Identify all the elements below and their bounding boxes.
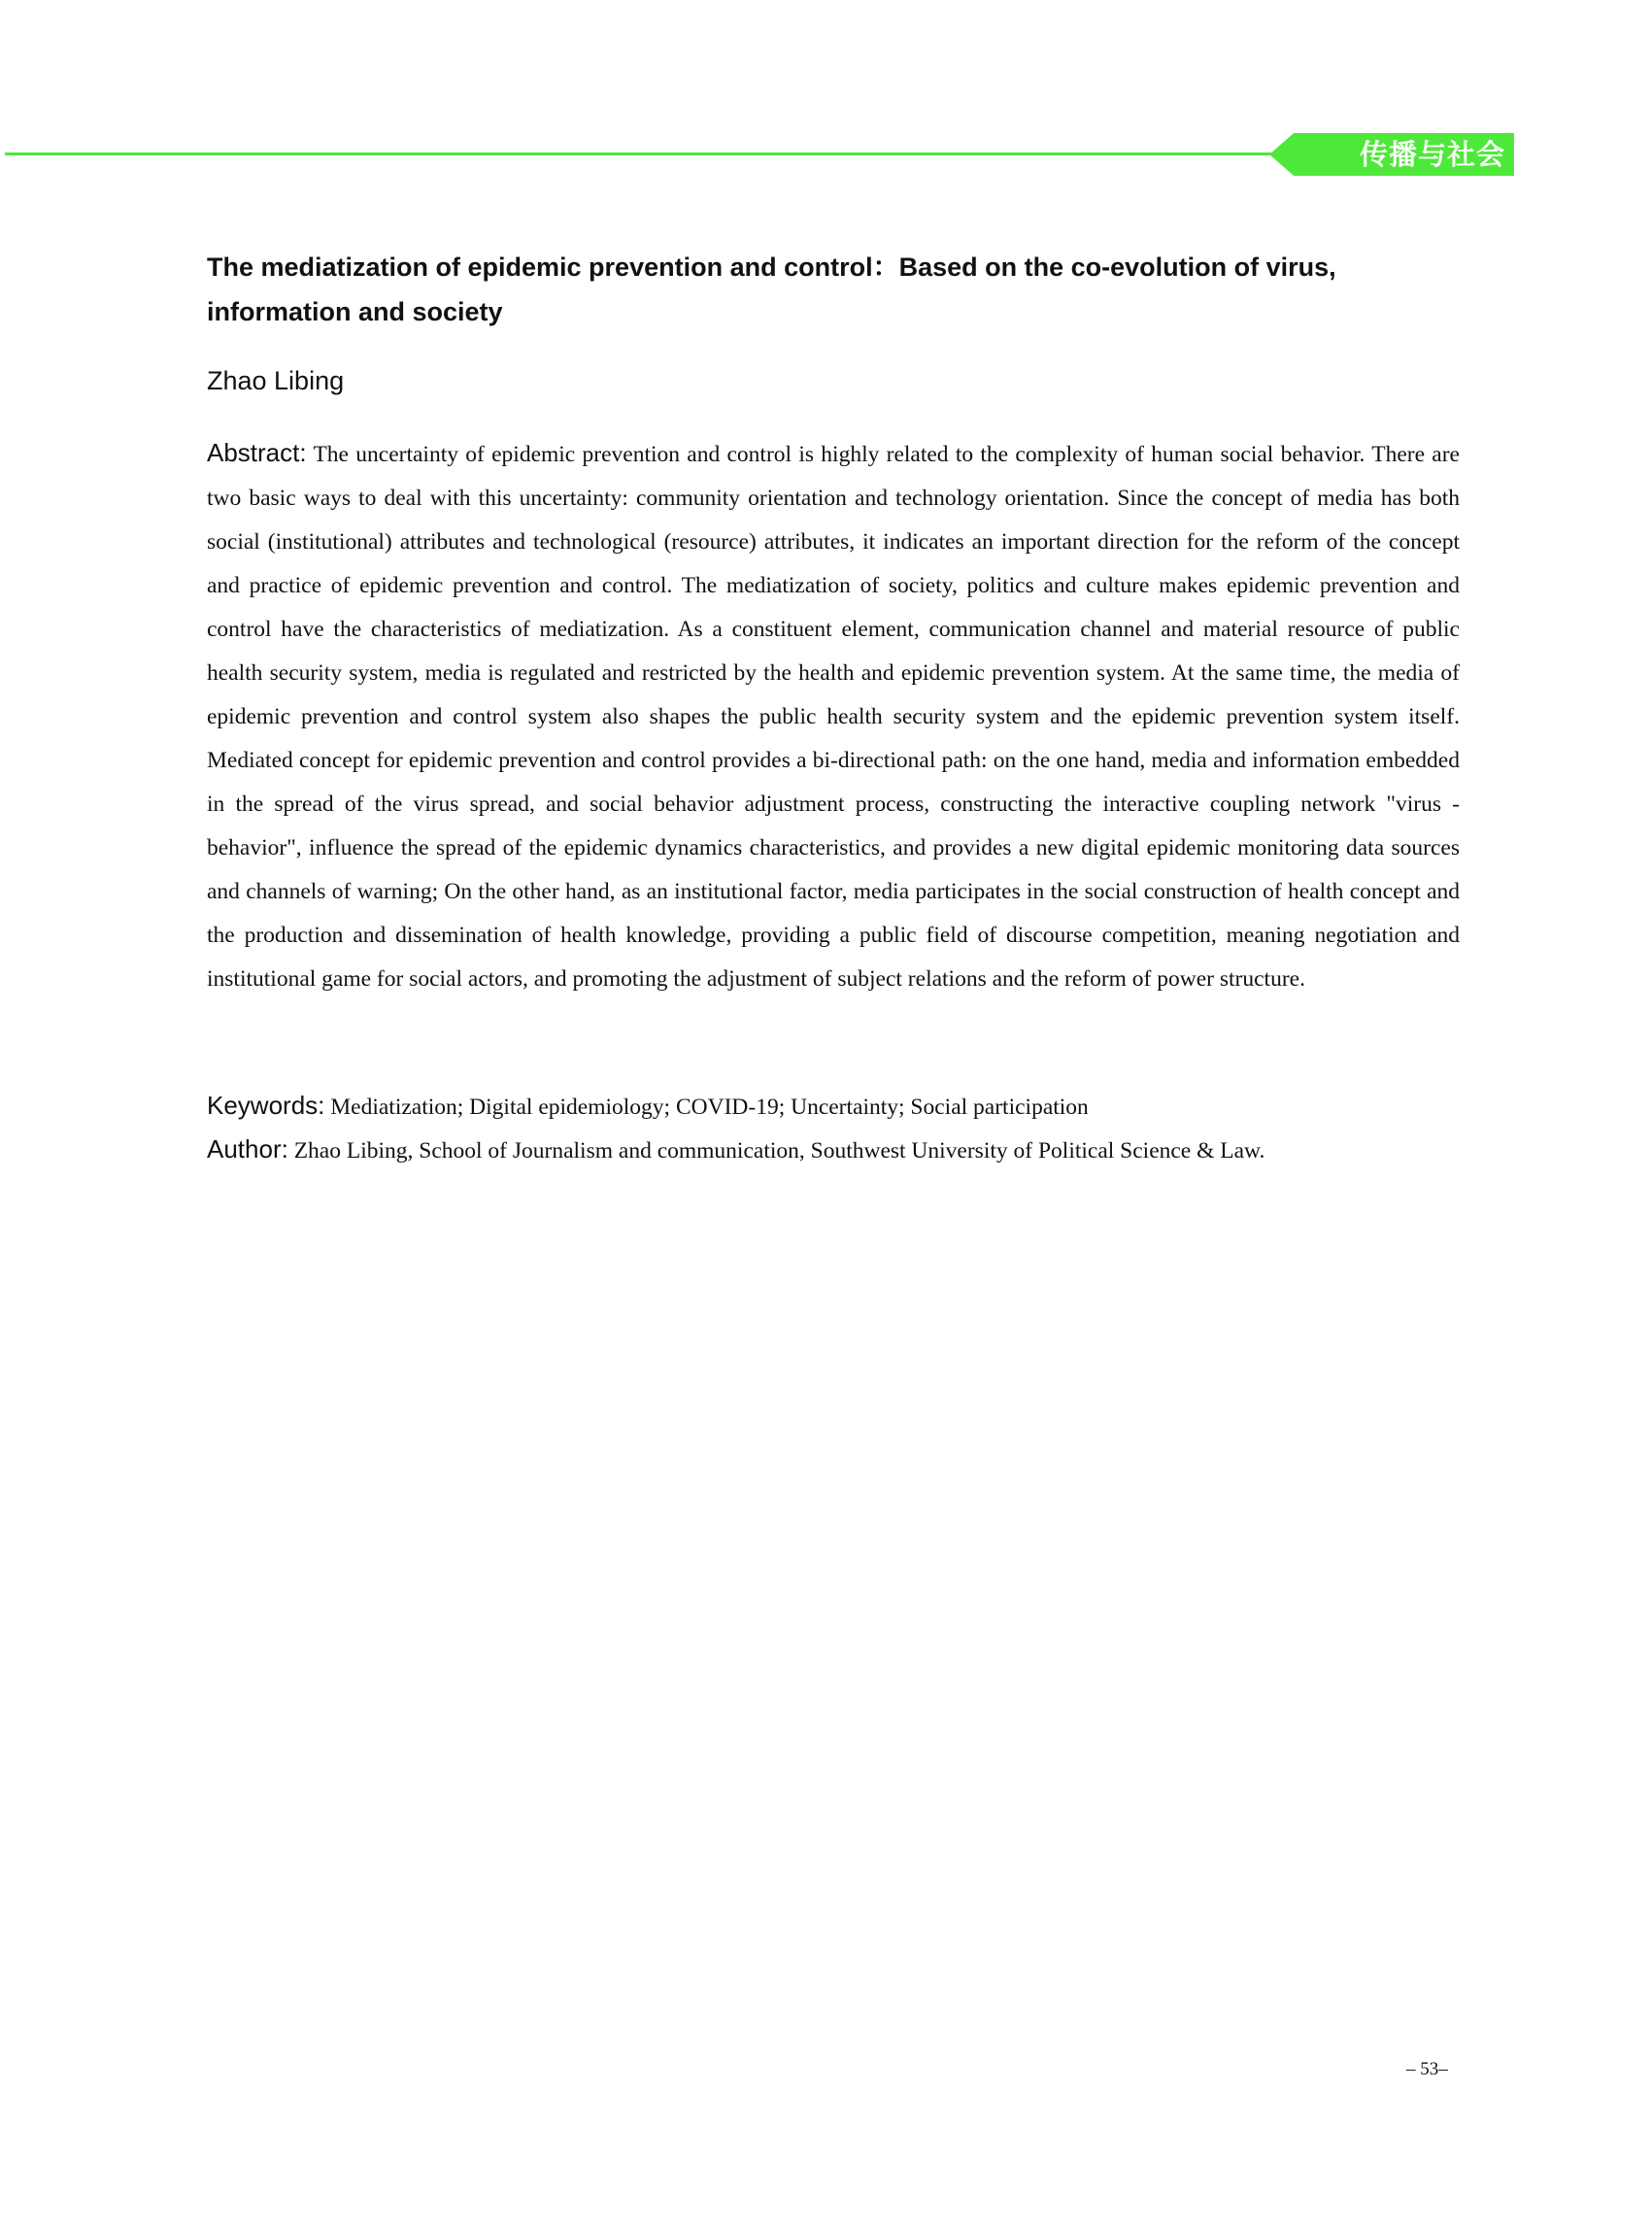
abstract-label: Abstract:: [207, 438, 307, 467]
author-affiliation-line: [207, 1128, 1460, 1173]
keywords-label: Keywords:: [207, 1091, 325, 1120]
abstract-paragraph: [207, 431, 1460, 1001]
keywords-text: Mediatization; Digital epidemiology; COVID-19; Uncertainty; Social participation: [330, 1095, 1089, 1120]
article-title: The mediatization of epidemic prevention and control：Based on the co-evolution of virus, information and society: [207, 253, 1336, 326]
author-label: Author:: [207, 1134, 288, 1164]
abstract-text: The uncertainty of epidemic prevention and control is highly related to the complexity of human social behavior. There are two basic ways to deal with this uncertainty: community orientation and technology orientation. Since the concept of media has both social (institutional) attributes and technological (resource) attributes, it indicates an important direction for the reform of the concept and practice of epidemic prevention and control. The mediatization of society, politics and culture makes epidemic prevention and control have the characteristics of mediatization. As a constituent element, communication channel and material resource of public health security system, media is regulated and restricted by the health and epidemic prevention system. At the same time, the media of epidemic prevention and control system also shapes the public health security system and the epidemic prevention system itself. Mediated concept for epidemic prevention and control provides a bi-directional path: on the one hand, media and information embedded in the spread of the virus spread, and social behavior adjustment process, constructing the interactive coupling network "virus - behavior", influence the spread of the epidemic dynamics characteristics, and provides a new digital epidemic monitoring data sources and channels of warning; On the other hand, as an institutional factor, media participates in the social construction of health concept and the production and dissemination of health knowledge, providing a public field of discourse competition, meaning negotiation and institutional game for social actors, and promoting the adjustment of subject relations and the reform of power structure.: [207, 442, 1460, 992]
article-author: Zhao Libing: [207, 366, 345, 395]
keywords-line: [207, 1084, 1460, 1130]
author-affiliation-text: Zhao Libing, School of Journalism and communication, Southwest University of Political Science & Law.: [293, 1138, 1265, 1164]
header-rule: [5, 152, 1287, 155]
section-tag-label: 传播与社会: [1359, 138, 1505, 171]
page-number: – 53–: [1406, 2059, 1448, 2079]
